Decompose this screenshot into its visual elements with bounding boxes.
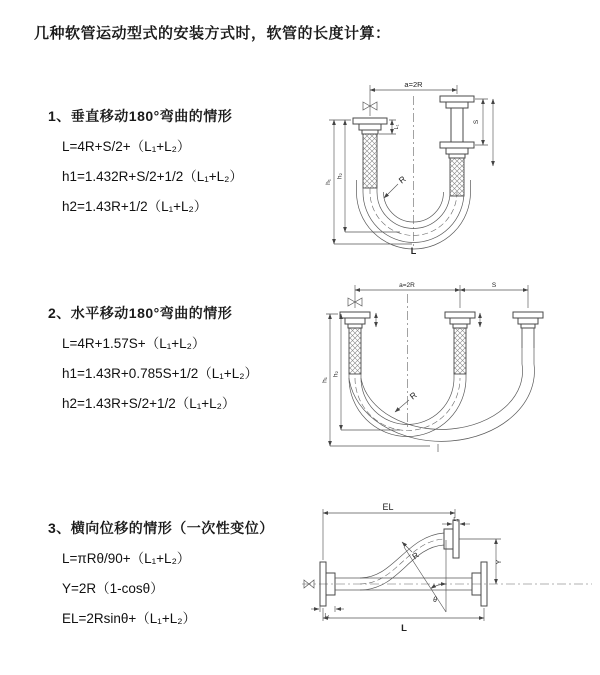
right-pipe-fitting: [440, 96, 474, 196]
dim-end-length-label: L₁: [394, 124, 400, 130]
formula-line: h1=1.432R+S/2+1/2（L₁+L₂）: [62, 169, 243, 184]
formula-line: Y=2R（1-cosθ）: [62, 581, 164, 596]
section-lateral-displacement: [48, 518, 318, 634]
diagram-lateral-displacement: [296, 500, 598, 648]
left-pipe-fitting: [340, 312, 370, 374]
page-title: 几种软管运动型式的安装方式时，软管的长度计算：: [34, 25, 391, 42]
angle-label: θ: [433, 597, 437, 604]
dim-total-length-label: L: [410, 246, 417, 256]
dim-rise-label: Y: [496, 559, 503, 565]
dim-top-width-label: a=2R: [404, 80, 423, 89]
radius-label: R: [407, 389, 419, 402]
dim-height1-label: h₁: [325, 179, 332, 185]
dim-extended-length-label: EL: [382, 502, 394, 512]
formula-line: EL=2Rsinθ+（L₁+L₂）: [62, 611, 196, 626]
middle-pipe-fitting: [445, 312, 475, 374]
radius-label: R: [396, 173, 408, 186]
dim-height2-label: h₂: [332, 370, 340, 378]
dim-end-length2-label: L₂: [453, 517, 459, 523]
dim-height2-label: h₂: [336, 172, 344, 180]
dim-top-width-label: a=2R: [399, 282, 415, 289]
section-3-formulas: [62, 544, 318, 634]
section-2-heading: 2、水平移动180°弯曲的情形: [48, 305, 233, 321]
section-2-formulas: [62, 329, 318, 419]
formula-line: L=πRθ/90+（L₁+L₂）: [62, 551, 191, 566]
dim-end-length1-label: L₁: [324, 613, 330, 619]
dim-height1-label: h₁: [321, 377, 329, 383]
formula-line: L=4R+S/2+（L₁+L₂）: [62, 139, 191, 154]
hose-s-curve: [360, 533, 444, 590]
hose-u-bends: [349, 328, 534, 452]
formula-line: L=4R+1.57S+（L₁+L₂）: [62, 336, 206, 351]
left-pipe-fitting: [353, 118, 387, 188]
radius-label: R: [410, 550, 421, 562]
formula-line: h1=1.43R+0.785S+1/2（L₁+L₂）: [62, 366, 258, 381]
section-1-heading: 1、垂直移动180°弯曲的情形: [48, 108, 233, 124]
formula-line: h2=1.43R+1/2（L₁+L₂）: [62, 199, 208, 214]
dim-offset-label: S: [473, 119, 480, 125]
right-pipe-fitting: [513, 312, 543, 348]
diagram-vertical-180-bend: [312, 76, 587, 256]
section-3-heading: 3、横向位移的情形（一次性变位）: [48, 520, 274, 536]
dim-offset-label: S: [491, 282, 497, 289]
section-vertical-movement: [48, 106, 318, 222]
section-horizontal-movement: [48, 303, 318, 419]
formula-line: h2=1.43R+S/2+1/2（L₁+L₂）: [62, 396, 236, 411]
section-1-formulas: [62, 132, 318, 222]
dim-total-length-label: L: [401, 623, 407, 634]
diagram-horizontal-180-bend: [310, 278, 592, 466]
